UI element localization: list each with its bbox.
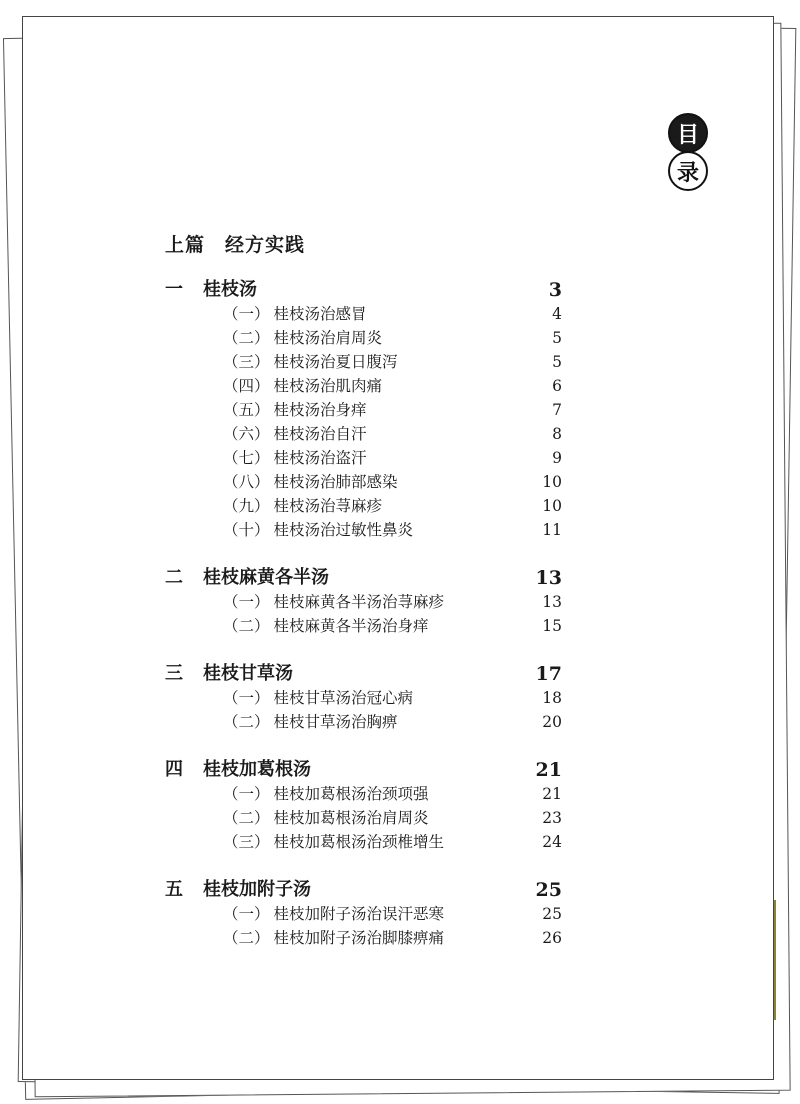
section-index: （二）	[223, 617, 270, 635]
chapter-row[interactable]	[165, 878, 562, 902]
section-row[interactable]	[165, 398, 562, 422]
section-row[interactable]	[165, 686, 562, 710]
section-title: 桂枝加葛根汤治肩周炎	[273, 809, 429, 827]
section-index: （二）	[223, 809, 270, 827]
section-title: 桂枝汤治肺部感染	[273, 473, 398, 491]
section-page: 5	[552, 329, 562, 347]
section-row[interactable]	[165, 518, 562, 542]
toc-chapter	[165, 758, 562, 854]
section-page: 24	[542, 833, 562, 851]
chapter-page: 17	[535, 663, 562, 685]
section-index: （十）	[223, 521, 270, 539]
chapter-number: 五	[165, 879, 183, 900]
section-page: 10	[542, 497, 562, 515]
section-page: 9	[552, 449, 562, 467]
section-page: 10	[542, 473, 562, 491]
chapter-page: 13	[535, 567, 562, 589]
chapter-row[interactable]	[165, 662, 562, 686]
part-title: 上篇 经方实践	[165, 234, 306, 256]
toc-chapter	[165, 662, 562, 734]
section-index: （九）	[223, 497, 270, 515]
chapter-row[interactable]	[165, 758, 562, 782]
section-page: 25	[542, 905, 562, 923]
section-index: （一）	[223, 593, 270, 611]
contents-badge	[668, 115, 708, 191]
section-row[interactable]	[165, 806, 562, 830]
section-row[interactable]	[165, 326, 562, 350]
section-page: 15	[542, 617, 562, 635]
section-title: 桂枝汤治自汗	[273, 425, 367, 443]
chapter-number: 一	[165, 279, 183, 300]
section-row[interactable]	[165, 614, 562, 638]
section-index: （六）	[223, 425, 270, 443]
section-index: （二）	[223, 929, 270, 947]
section-row[interactable]	[165, 494, 562, 518]
section-index: （八）	[223, 473, 270, 491]
section-row[interactable]	[165, 422, 562, 446]
section-title: 桂枝汤治荨麻疹	[273, 497, 383, 515]
section-row[interactable]	[165, 782, 562, 806]
chapter-title: 桂枝加附子汤	[203, 879, 311, 900]
section-index: （七）	[223, 449, 270, 467]
section-index: （一）	[223, 689, 270, 707]
chapter-number: 四	[165, 759, 183, 780]
section-page: 4	[552, 305, 562, 323]
section-page: 5	[552, 353, 562, 371]
section-row[interactable]	[165, 446, 562, 470]
chapter-row[interactable]	[165, 278, 562, 302]
section-page: 21	[542, 785, 562, 803]
section-index: （二）	[223, 713, 270, 731]
chapter-number: 三	[165, 663, 183, 684]
section-row[interactable]	[165, 350, 562, 374]
section-index: （五）	[223, 401, 270, 419]
chapter-title: 桂枝麻黄各半汤	[203, 567, 329, 588]
section-title: 桂枝汤治夏日腹泻	[273, 353, 398, 371]
section-title: 桂枝加葛根汤治颈项强	[273, 785, 429, 803]
toc-chapter	[165, 566, 562, 638]
section-title: 桂枝甘草汤治胸痹	[273, 713, 398, 731]
section-title: 桂枝麻黄各半汤治荨麻疹	[273, 593, 445, 611]
section-title: 桂枝甘草汤治冠心病	[273, 689, 414, 707]
section-row[interactable]	[165, 902, 562, 926]
section-index: （一）	[223, 785, 270, 803]
section-page: 20	[542, 713, 562, 731]
section-title: 桂枝加葛根汤治颈椎增生	[273, 833, 445, 851]
section-title: 桂枝加附子汤治误汗恶寒	[273, 905, 445, 923]
section-index: （三）	[223, 833, 270, 851]
badge-char-mu: 目	[668, 113, 708, 153]
section-title: 桂枝麻黄各半汤治身痒	[273, 617, 429, 635]
chapter-title: 桂枝汤	[203, 279, 257, 300]
section-row[interactable]	[165, 830, 562, 854]
section-page: 11	[542, 521, 562, 539]
section-index: （一）	[223, 905, 270, 923]
chapter-number: 二	[165, 567, 183, 588]
section-index: （二）	[223, 329, 270, 347]
section-title: 桂枝汤治肌肉痛	[273, 377, 383, 395]
section-title: 桂枝加附子汤治脚膝痹痛	[273, 929, 445, 947]
section-page: 13	[542, 593, 562, 611]
chapter-row[interactable]	[165, 566, 562, 590]
section-page: 23	[542, 809, 562, 827]
section-row[interactable]	[165, 302, 562, 326]
section-index: （四）	[223, 377, 270, 395]
section-row[interactable]	[165, 590, 562, 614]
section-row[interactable]	[165, 374, 562, 398]
section-title: 桂枝汤治感冒	[273, 305, 367, 323]
section-title: 桂枝汤治过敏性鼻炎	[273, 521, 414, 539]
section-row[interactable]	[165, 926, 562, 950]
chapter-page: 3	[548, 279, 562, 301]
section-row[interactable]	[165, 710, 562, 734]
section-page: 7	[552, 401, 562, 419]
toc-chapter	[165, 278, 562, 542]
section-index: （三）	[223, 353, 270, 371]
section-title: 桂枝汤治肩周炎	[273, 329, 383, 347]
section-page: 26	[542, 929, 562, 947]
section-page: 18	[542, 689, 562, 707]
toc-chapter	[165, 878, 562, 950]
section-title: 桂枝汤治身痒	[273, 401, 367, 419]
chapter-title: 桂枝甘草汤	[203, 663, 293, 684]
section-page: 8	[552, 425, 562, 443]
table-of-contents	[165, 278, 562, 974]
chapter-page: 21	[535, 759, 562, 781]
section-row[interactable]	[165, 470, 562, 494]
badge-char-lu: 录	[668, 151, 708, 191]
section-index: （一）	[223, 305, 270, 323]
section-title: 桂枝汤治盗汗	[273, 449, 367, 467]
chapter-title: 桂枝加葛根汤	[203, 759, 311, 780]
section-page: 6	[552, 377, 562, 395]
chapter-page: 25	[535, 879, 562, 901]
